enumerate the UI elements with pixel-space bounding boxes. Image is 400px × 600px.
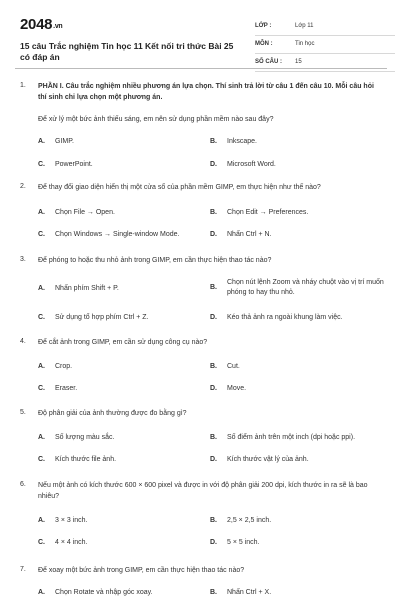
meta-label: SỐ CÂU : [255,59,282,65]
option-letter: B. [210,434,217,441]
option-text: 4 × 4 inch. [55,539,88,546]
section-instruction: PHẦN I. Câu trắc nghiệm nhiều phương án lựa chọn. Thí sinh trả lời từ câu 1 đến câu 10. Mỗi câu hỏi thí sinh chỉ lựa chọn một phương án. [38,83,374,101]
option-text: Nhấn Ctrl + N. [227,231,272,238]
question-text: Để phóng to hoặc thu nhỏ ảnh trong GIMP, em cần thực hiện thao tác nào? [38,257,272,264]
option-letter: A. [38,138,45,145]
option-text: Cut. [227,363,240,370]
option-text: Số điểm ảnh trên một inch (dpi hoặc ppi). [227,434,356,441]
option-letter: C. [38,385,45,392]
option-letter: B. [210,517,217,524]
meta-value: Lớp 11 [295,23,314,29]
header-divider [15,68,387,69]
document-title: 15 câu Trắc nghiệm Tin học 11 Kết nối tri thức Bài 25 có đáp án [20,41,234,62]
option-text: Chọn Edit → Preferences. [227,209,309,216]
meta-label: LỚP : [255,23,272,29]
logo-text: 2048 [20,16,53,33]
option-letter: B. [210,138,217,145]
meta-row-class [255,20,395,36]
option-text: Move. [227,385,247,392]
question-number: 4. [20,338,26,345]
question-text: Để xoay một bức ảnh trong GIMP, em cần thực hiện thao tác nào? [38,567,245,574]
meta-label: MÔN : [255,41,273,47]
option-text: Eraser. [55,385,78,392]
question-text: Nếu một ảnh có kích thước 600 × 600 pixel và được in với độ phân giải 200 dpi, kích thước in ra sẽ là bao nhiêu? [38,482,368,500]
option-letter: D. [210,539,217,546]
option-letter: C. [38,314,45,321]
option-letter: D. [210,161,217,168]
question-text: Để xử lý một bức ảnh thiếu sáng, em nên sử dụng phần mềm nào sau đây? [38,116,274,123]
option-text: Nhấn phím Shift + P. [55,285,119,292]
option-letter: A. [38,209,45,216]
option-text: Chọn nút lệnh Zoom và nháy chuột vào vị trí muốn phóng to hay thu nhỏ. [227,279,384,296]
question-number: 1. [20,82,26,89]
option-letter: B. [210,284,217,291]
option-text: Sử dụng tổ hợp phím Ctrl + Z. [55,314,149,321]
option-letter: D. [210,314,217,321]
option-text: Crop. [55,363,73,370]
option-text: Số lượng màu sắc. [55,434,115,441]
option-text: Kích thước vật lý của ảnh. [227,456,309,463]
meta-row-subject [255,38,395,54]
option-text: PowerPoint. [55,161,93,168]
option-text: Inkscape. [227,138,257,145]
site-logo[interactable] [20,16,62,33]
option-letter: C. [38,161,45,168]
option-letter: B. [210,363,217,370]
option-text: Chọn Rotate và nhập góc xoay. [55,589,153,596]
option-letter: A. [38,285,45,292]
meta-value: 15 [295,59,302,65]
option-letter: C. [38,539,45,546]
option-letter: C. [38,231,45,238]
question-number: 6. [20,481,26,488]
option-text: Kéo thả ảnh ra ngoài khung làm việc. [227,314,343,321]
option-letter: D. [210,385,217,392]
document-header [10,8,390,66]
question-text: Để thay đổi giao diện hiển thị một cửa sổ của phần mềm GIMP, em thực hiện như thế nào? [38,184,321,191]
option-letter: A. [38,434,45,441]
option-text: 2,5 × 2,5 inch. [227,517,272,524]
option-letter: B. [210,589,217,596]
question-number: 5. [20,409,26,416]
logo-tld: .vn [53,23,63,30]
option-text: Nhấn Ctrl + X. [227,589,272,596]
question-text: Để cắt ảnh trong GIMP, em cần sử dụng công cụ nào? [38,339,208,346]
option-text: 5 × 5 inch. [227,539,260,546]
meta-row-count [255,56,395,72]
question-number: 2. [20,183,26,190]
question-text: Độ phân giải của ảnh thường được đo bằng gì? [38,410,187,417]
option-letter: A. [38,363,45,370]
option-text: Kích thước file ảnh. [55,456,117,463]
option-letter: D. [210,231,217,238]
option-letter: D. [210,456,217,463]
option-letter: A. [38,517,45,524]
option-text: Chọn Windows → Single-window Mode. [55,231,180,238]
question-number: 3. [20,256,26,263]
meta-value: Tin học [295,41,315,47]
option-text: 3 × 3 inch. [55,517,88,524]
question-number: 7. [20,566,26,573]
option-text: GIMP. [55,138,74,145]
option-letter: C. [38,456,45,463]
option-letter: A. [38,589,45,596]
option-letter: B. [210,209,217,216]
document-meta [255,20,395,74]
option-text: Microsoft Word. [227,161,276,168]
option-text: Chọn File → Open. [55,209,115,216]
